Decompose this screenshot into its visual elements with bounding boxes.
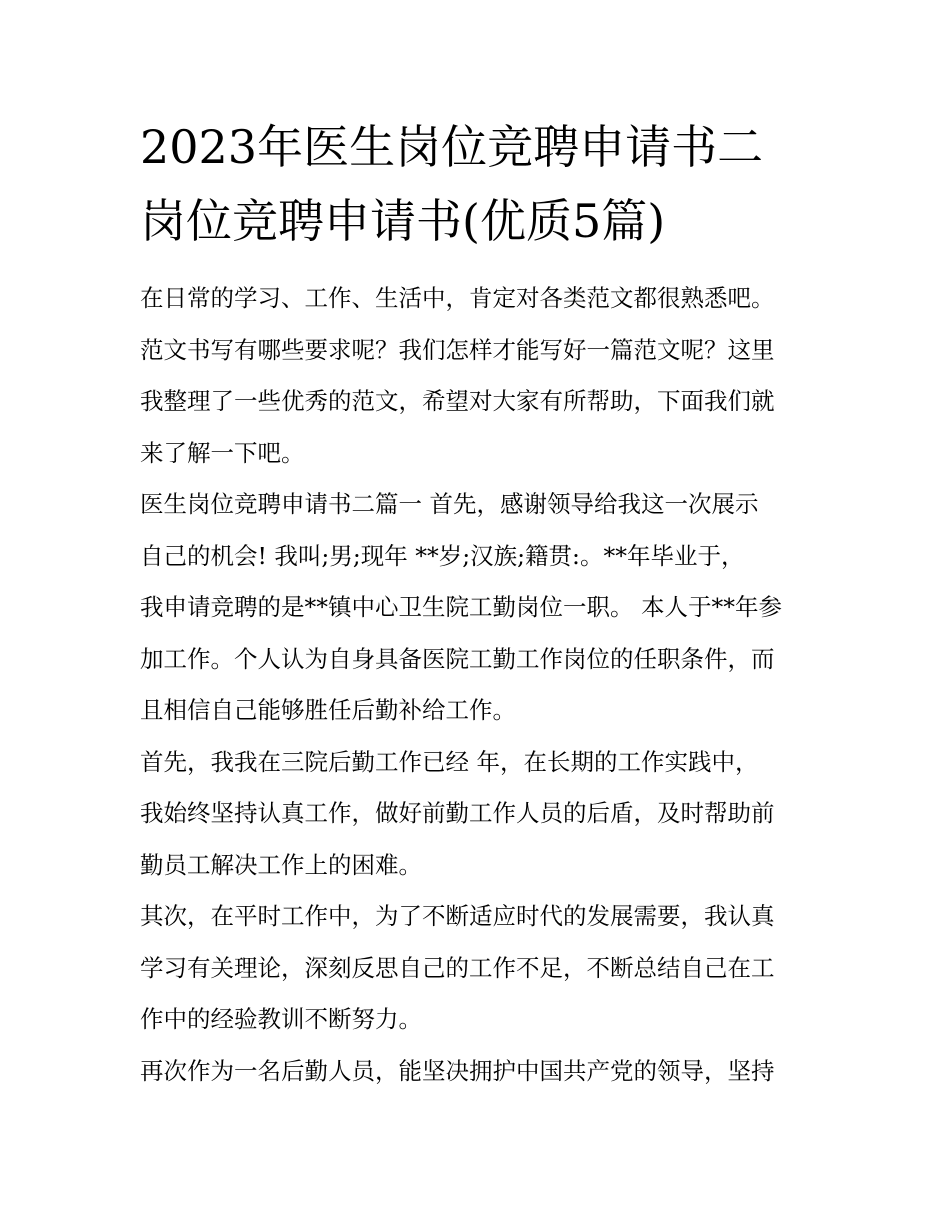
text-line: 自己的机会! 我叫;男;现年 **岁;汉族;籍贯:。**年毕业于， (140, 541, 745, 570)
text-line: 加工作。个人认为自身具备医院工勤工作岗位的任职条件，而 (140, 644, 775, 673)
title-line-2: 岗位竞聘申请书(优质5篇) (140, 194, 666, 248)
text-line: 勤员工解决工作上的困难。 (140, 850, 422, 879)
text-line: 范文书写有哪些要求呢？我们怎样才能写好一篇范文呢？这里 (140, 335, 775, 364)
paragraph-intro (140, 273, 830, 479)
paragraph-third (140, 1046, 830, 1098)
paragraph-article-one (140, 479, 830, 737)
text-line: 医生岗位竞聘申请书二篇一 首先，感谢领导给我这一次展示 (140, 490, 759, 518)
text-line: 学习有关理论，深刻反思自己的工作不足，不断总结自己在工 (140, 953, 775, 982)
paragraph-first (140, 737, 830, 892)
text-line: 我申请竞聘的是**镇中心卫生院工勤岗位一职。 本人于**年参 (140, 593, 782, 621)
paragraph-second (140, 891, 830, 1046)
text-line: 再次作为一名后勤人员，能坚决拥护中国共产党的领导，坚持 (140, 1056, 775, 1085)
text-line: 来了解一下吧。 (140, 438, 305, 467)
text-line: 作中的经验教训不断努力。 (140, 1005, 422, 1033)
title-line-1: 2023年医生岗位竞聘申请书二 (140, 120, 764, 174)
text-line: 且相信自己能够胜任后勤补给工作。 (140, 696, 516, 724)
text-line: 我整理了一些优秀的范文，希望对大家有所帮助，下面我们就 (140, 387, 775, 415)
document-body (140, 273, 830, 1097)
text-line: 我始终坚持认真工作，做好前勤工作人员的后盾，及时帮助前 (140, 799, 775, 827)
text-line: 在日常的学习、工作、生活中，肯定对各类范文都很熟悉吧。 (140, 284, 775, 312)
text-line: 首先，我我在三院后勤工作已经 年，在长期的工作实践中， (140, 747, 759, 776)
text-line: 其次，在平时工作中，为了不断适应时代的发展需要，我认真 (140, 902, 775, 930)
document-title (140, 110, 830, 258)
